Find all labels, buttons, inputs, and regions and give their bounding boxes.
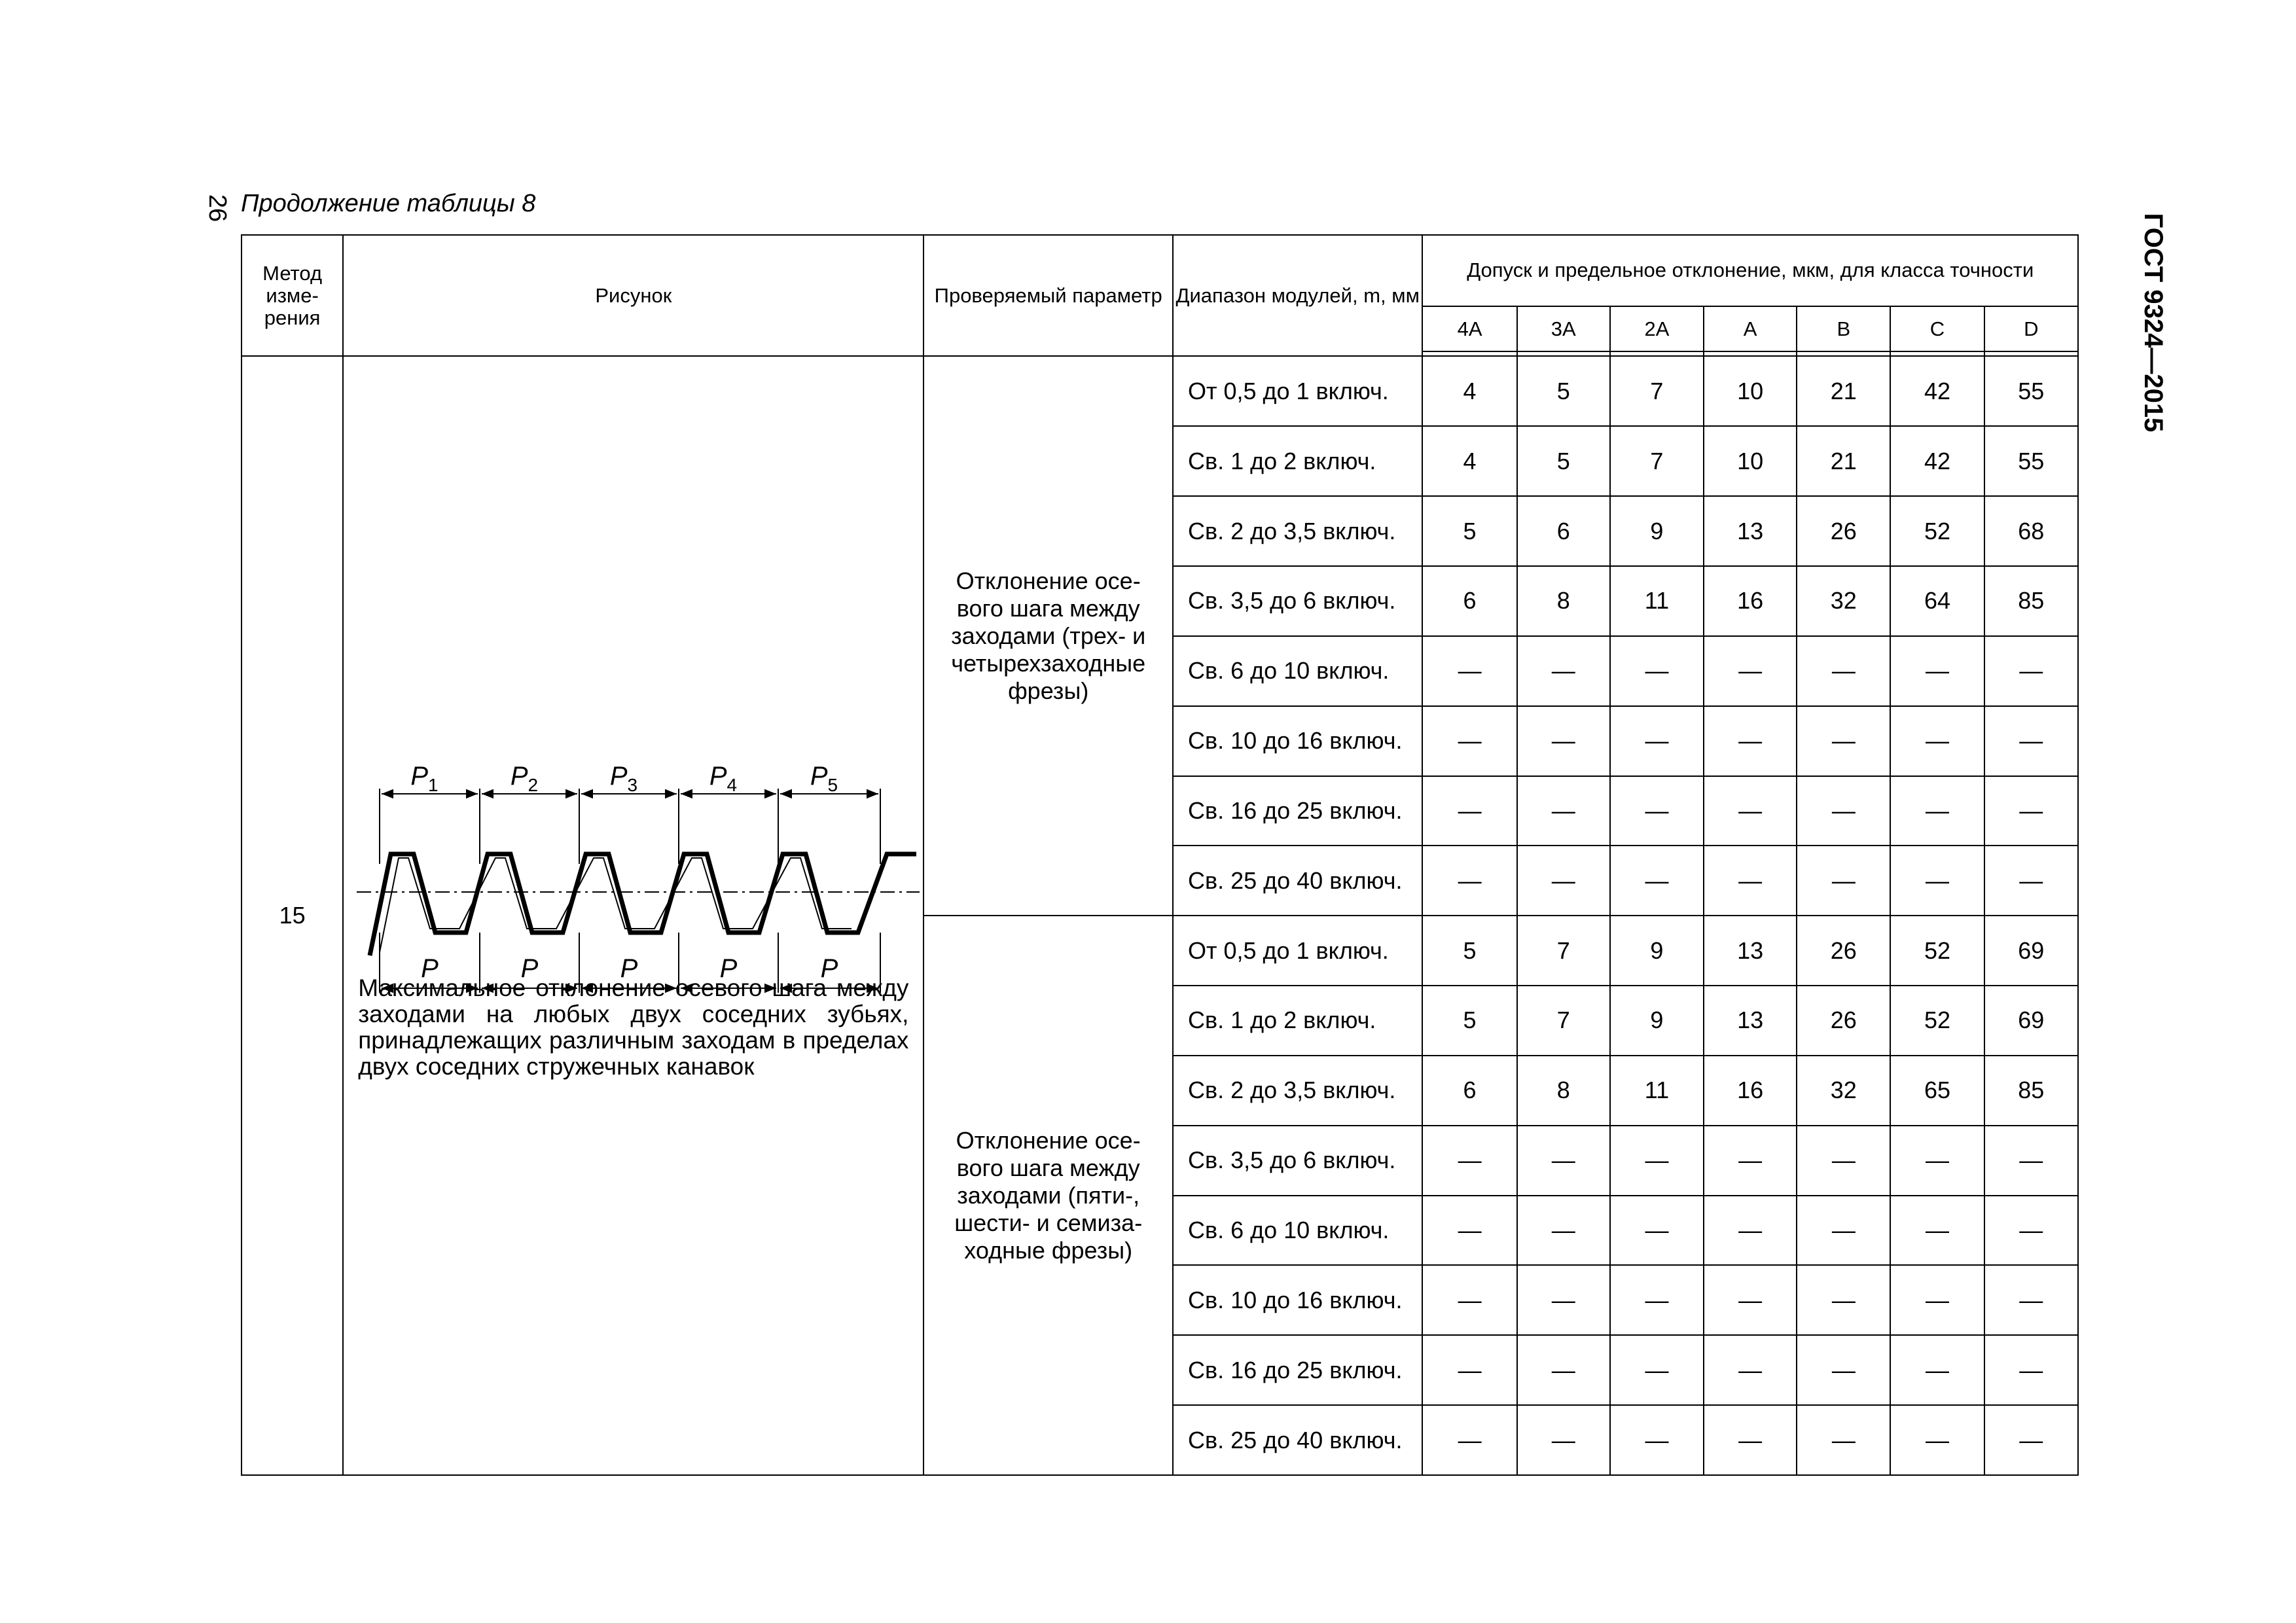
tolerance-value-cell: —: [1610, 1405, 1704, 1475]
module-range-cell: Св. 1 до 2 включ.: [1173, 426, 1423, 496]
tolerance-value-cell: 26: [1797, 496, 1890, 566]
pitch-label-bottom: P: [520, 954, 539, 984]
tolerance-value-cell: —: [1422, 1405, 1516, 1475]
tolerance-value-cell: 68: [1984, 496, 2078, 566]
module-range-cell: Св. 16 до 25 включ.: [1173, 776, 1423, 846]
pitch-label: $P_4$: [709, 762, 738, 796]
header-class-0: 4A: [1422, 306, 1516, 352]
module-range-cell: Св. 6 до 10 включ.: [1173, 636, 1423, 706]
header-method-label: Метод изме-рения: [262, 261, 323, 329]
tolerance-table: [241, 234, 2079, 1476]
tolerance-value-cell: —: [1422, 776, 1516, 846]
tolerance-value-cell: —: [1422, 706, 1516, 776]
header-gap-cell: [1517, 351, 1610, 356]
tolerance-value-cell: —: [1984, 1126, 2078, 1196]
tolerance-value-cell: —: [1797, 776, 1890, 846]
tolerance-value-cell: 69: [1984, 916, 2078, 986]
tolerance-value-cell: 10: [1704, 426, 1797, 496]
tolerance-value-cell: 4: [1422, 426, 1516, 496]
figure-wrapper: [344, 723, 923, 984]
tolerance-value-cell: —: [1422, 636, 1516, 706]
tolerance-value-cell: 26: [1797, 986, 1890, 1056]
header-gap-cell: [1704, 351, 1797, 356]
tolerance-value-cell: 11: [1610, 566, 1704, 636]
tolerance-value-cell: 8: [1517, 566, 1610, 636]
tolerance-value-cell: —: [1890, 706, 1984, 776]
tolerance-value-cell: 42: [1890, 426, 1984, 496]
standard-code: ГОСТ 9324—2015: [2139, 213, 2168, 433]
header-figure: [343, 235, 924, 356]
table-row: [242, 356, 2078, 426]
tolerance-value-cell: —: [1984, 1405, 2078, 1475]
tolerance-value-cell: —: [1890, 1405, 1984, 1475]
tolerance-value-cell: 16: [1704, 566, 1797, 636]
pitch-label: $P_5$: [810, 762, 838, 796]
tolerance-value-cell: —: [1890, 846, 1984, 916]
tolerance-value-cell: —: [1517, 1335, 1610, 1405]
tolerance-value-cell: 69: [1984, 986, 2078, 1056]
figure-caption: Максимальное отклонение осевого шага между заходами на любых двух соседних зубьях, принадлежащих различным заходам в пределах двух соседних стружечных канавок: [358, 974, 909, 1080]
tolerance-value-cell: —: [1797, 1126, 1890, 1196]
header-parameter-label: Проверяемый параметр: [934, 283, 1162, 307]
tolerance-value-cell: 5: [1422, 496, 1516, 566]
tolerance-value-cell: 21: [1797, 426, 1890, 496]
tolerance-value-cell: —: [1797, 1405, 1890, 1475]
tolerance-value-cell: 64: [1890, 566, 1984, 636]
module-range-cell: Св. 10 до 16 включ.: [1173, 1265, 1423, 1335]
tolerance-value-cell: 52: [1890, 986, 1984, 1056]
tolerance-value-cell: 9: [1610, 986, 1704, 1056]
tolerance-value-cell: 65: [1890, 1056, 1984, 1126]
tolerance-value-cell: 85: [1984, 566, 2078, 636]
tolerance-value-cell: —: [1517, 1196, 1610, 1266]
pitch-label-bottom: P: [620, 954, 638, 984]
header-figure-label: Рисунок: [595, 283, 672, 307]
tolerance-value-cell: —: [1984, 846, 2078, 916]
tolerance-value-cell: —: [1610, 846, 1704, 916]
module-range-cell: Св. 25 до 40 включ.: [1173, 846, 1423, 916]
tolerance-value-cell: —: [1517, 846, 1610, 916]
header-parameter: [924, 235, 1173, 356]
tolerance-value-cell: —: [1610, 776, 1704, 846]
tolerance-value-cell: 5: [1422, 916, 1516, 986]
tolerance-value-cell: 8: [1517, 1056, 1610, 1126]
header-class-1: 3A: [1517, 306, 1610, 352]
tolerance-value-cell: —: [1704, 636, 1797, 706]
tolerance-value-cell: 13: [1704, 986, 1797, 1056]
pitch-label-bottom: P: [421, 954, 439, 984]
module-range-cell: От 0,5 до 1 включ.: [1173, 356, 1423, 426]
tolerance-value-cell: —: [1984, 706, 2078, 776]
tolerance-value-cell: 32: [1797, 1056, 1890, 1126]
tolerance-value-cell: —: [1422, 1196, 1516, 1266]
tolerance-value-cell: 5: [1422, 986, 1516, 1056]
tolerance-value-cell: 42: [1890, 356, 1984, 426]
tolerance-value-cell: —: [1797, 1335, 1890, 1405]
tolerance-value-cell: —: [1890, 776, 1984, 846]
tolerance-value-cell: —: [1422, 1265, 1516, 1335]
table-continuation-title: Продолжение таблицы 8: [241, 190, 536, 217]
tolerance-value-cell: —: [1610, 1265, 1704, 1335]
tolerance-value-cell: 11: [1610, 1056, 1704, 1126]
tolerance-value-cell: 9: [1610, 496, 1704, 566]
tolerance-value-cell: —: [1890, 1126, 1984, 1196]
parameter-cell: Отклонение осе-вого шага между заходами (пяти-, шести- и семиза-ходные фрезы): [924, 916, 1173, 1475]
module-range-cell: Св. 2 до 3,5 включ.: [1173, 496, 1423, 566]
tolerance-value-cell: 6: [1422, 1056, 1516, 1126]
header-class-4: B: [1797, 306, 1890, 352]
tolerance-value-cell: —: [1984, 1196, 2078, 1266]
module-range-cell: Св. 3,5 до 6 включ.: [1173, 1126, 1423, 1196]
header-module-range: [1173, 235, 1423, 356]
tolerance-value-cell: 4: [1422, 356, 1516, 426]
tolerance-value-cell: —: [1704, 1126, 1797, 1196]
tolerance-value-cell: —: [1517, 1405, 1610, 1475]
pitch-label: $P_2$: [511, 762, 539, 796]
tolerance-value-cell: —: [1890, 1196, 1984, 1266]
tolerance-value-cell: —: [1610, 1335, 1704, 1405]
tolerance-value-cell: 26: [1797, 916, 1890, 986]
tolerance-value-cell: —: [1610, 1196, 1704, 1266]
tolerance-value-cell: 6: [1517, 496, 1610, 566]
header-tolerance-label: Допуск и предельное отклонение, мкм, для класса точности: [1467, 259, 2034, 282]
header-gap-cell: [1797, 351, 1890, 356]
header-class-2: 2A: [1610, 306, 1704, 352]
module-range-cell: Св. 3,5 до 6 включ.: [1173, 566, 1423, 636]
tolerance-value-cell: 13: [1704, 916, 1797, 986]
tolerance-value-cell: —: [1797, 636, 1890, 706]
tolerance-value-cell: —: [1797, 1196, 1890, 1266]
tolerance-value-cell: 52: [1890, 916, 1984, 986]
tolerance-value-cell: 52: [1890, 496, 1984, 566]
axial-pitch-diagram: [344, 723, 924, 984]
tolerance-value-cell: 55: [1984, 356, 2078, 426]
header-class-3: A: [1704, 306, 1797, 352]
tolerance-value-cell: —: [1797, 706, 1890, 776]
tolerance-value-cell: —: [1984, 1265, 2078, 1335]
tolerance-value-cell: 5: [1517, 356, 1610, 426]
tolerance-value-cell: —: [1704, 846, 1797, 916]
tolerance-value-cell: —: [1984, 776, 2078, 846]
tolerance-value-cell: —: [1704, 1335, 1797, 1405]
module-range-cell: Св. 16 до 25 включ.: [1173, 1335, 1423, 1405]
header-module-range-label: Диапазон модулей, m, мм: [1175, 283, 1420, 307]
tolerance-value-cell: —: [1704, 1196, 1797, 1266]
tolerance-value-cell: —: [1422, 1335, 1516, 1405]
module-range-cell: Св. 1 до 2 включ.: [1173, 986, 1423, 1056]
tolerance-value-cell: —: [1517, 636, 1610, 706]
tolerance-value-cell: —: [1517, 706, 1610, 776]
tolerance-value-cell: —: [1704, 1405, 1797, 1475]
tolerance-value-cell: —: [1890, 1265, 1984, 1335]
tolerance-value-cell: 85: [1984, 1056, 2078, 1126]
tolerance-value-cell: —: [1610, 1126, 1704, 1196]
tolerance-value-cell: —: [1704, 776, 1797, 846]
header-gap-cell: [1422, 351, 1516, 356]
header-class-5: C: [1890, 306, 1984, 352]
tolerance-value-cell: 7: [1517, 986, 1610, 1056]
tolerance-value-cell: —: [1797, 846, 1890, 916]
tolerance-value-cell: 9: [1610, 916, 1704, 986]
tolerance-value-cell: —: [1517, 1265, 1610, 1335]
tolerance-value-cell: 6: [1422, 566, 1516, 636]
tolerance-value-cell: —: [1610, 706, 1704, 776]
tolerance-value-cell: 5: [1517, 426, 1610, 496]
module-range-cell: Св. 25 до 40 включ.: [1173, 1405, 1423, 1475]
tolerance-value-cell: —: [1422, 1126, 1516, 1196]
thread-profile-bold: [370, 854, 916, 955]
module-range-cell: Св. 6 до 10 включ.: [1173, 1196, 1423, 1266]
figure-cell: [343, 356, 924, 1475]
header-method: [242, 235, 343, 356]
tolerance-value-cell: —: [1890, 636, 1984, 706]
page-number: 26: [204, 194, 231, 223]
tolerance-value-cell: —: [1704, 706, 1797, 776]
header-gap-cell: [1610, 351, 1704, 356]
tolerance-value-cell: 16: [1704, 1056, 1797, 1126]
module-range-cell: От 0,5 до 1 включ.: [1173, 916, 1423, 986]
tolerance-value-cell: 7: [1517, 916, 1610, 986]
tolerance-value-cell: —: [1984, 636, 2078, 706]
pitch-label-bottom: P: [820, 954, 838, 984]
tolerance-value-cell: —: [1890, 1335, 1984, 1405]
pitch-label-bottom: P: [719, 954, 738, 984]
tolerance-value-cell: 55: [1984, 426, 2078, 496]
tolerance-value-cell: —: [1797, 1265, 1890, 1335]
header-tolerance: [1422, 235, 2078, 306]
tolerance-value-cell: —: [1984, 1335, 2078, 1405]
tolerance-value-cell: —: [1704, 1265, 1797, 1335]
tolerance-value-cell: —: [1610, 636, 1704, 706]
header-class-6: D: [1984, 306, 2078, 352]
module-range-cell: Св. 10 до 16 включ.: [1173, 706, 1423, 776]
tolerance-value-cell: —: [1517, 776, 1610, 846]
tolerance-value-cell: —: [1422, 846, 1516, 916]
tolerance-value-cell: —: [1517, 1126, 1610, 1196]
pitch-label: $P_1$: [410, 762, 439, 796]
header-gap-cell: [1984, 351, 2078, 356]
module-range-cell: Св. 2 до 3,5 включ.: [1173, 1056, 1423, 1126]
tolerance-value-cell: 7: [1610, 356, 1704, 426]
tolerance-value-cell: 21: [1797, 356, 1890, 426]
parameter-cell: Отклонение осе-вого шага между заходами (трех- и четырехзаходные фрезы): [924, 356, 1173, 916]
tolerance-value-cell: 7: [1610, 426, 1704, 496]
tolerance-value-cell: 32: [1797, 566, 1890, 636]
header-gap-cell: [1890, 351, 1984, 356]
tolerance-value-cell: 13: [1704, 496, 1797, 566]
pitch-label: $P_3$: [610, 762, 638, 796]
method-number: 15: [242, 356, 343, 1475]
tolerance-value-cell: 10: [1704, 356, 1797, 426]
